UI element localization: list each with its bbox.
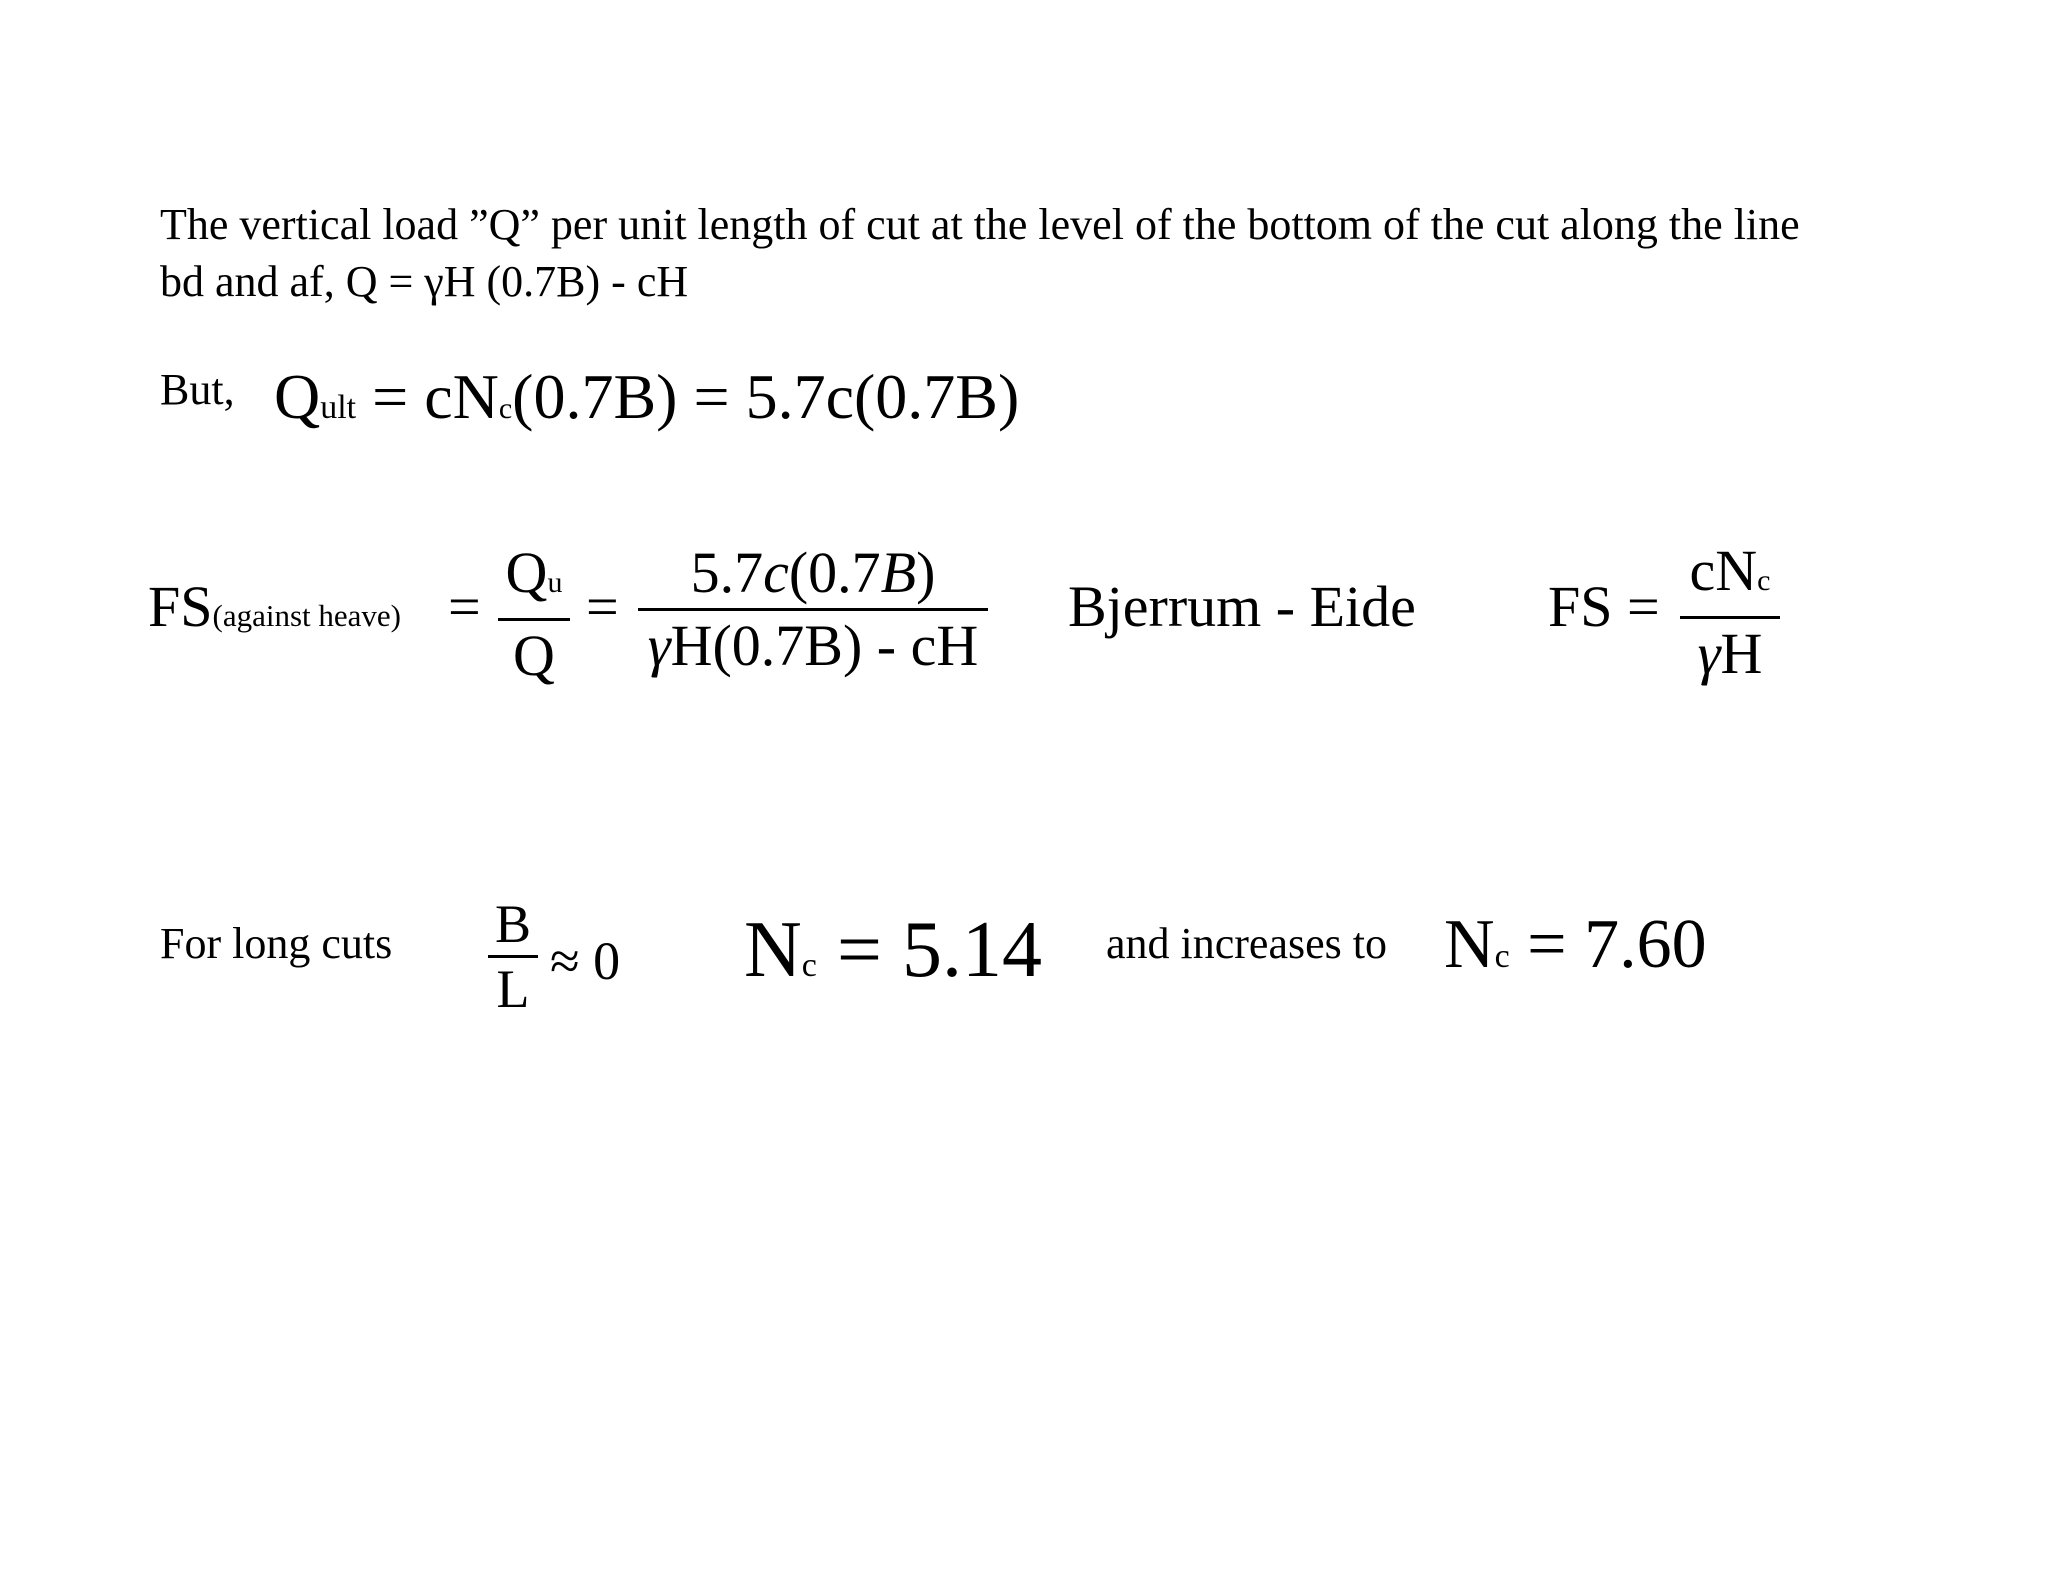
fs-symbol: FS xyxy=(148,574,213,639)
cnc-numerator xyxy=(1680,536,1780,616)
bjerrum-fs-label: FS = xyxy=(1548,574,1660,639)
nc-symbol: N xyxy=(744,906,802,994)
num-close: ) xyxy=(916,540,936,605)
fraction-qu-over-q xyxy=(498,538,570,691)
nc-subscript: c xyxy=(1494,938,1510,975)
fs-against-heave-label xyxy=(148,573,401,640)
nc-value-5-14: = 5.14 xyxy=(816,906,1042,994)
h-symbol: H xyxy=(1720,621,1763,686)
nc-equals-5-14 xyxy=(744,905,1042,996)
num-5-7: 5.7 xyxy=(690,540,764,605)
heave-numerator xyxy=(638,538,988,608)
fs-subscript: (against heave) xyxy=(212,598,401,633)
qu-subscript: u xyxy=(547,566,563,599)
fraction-b-over-l xyxy=(488,893,538,1020)
b-numerator: B xyxy=(494,894,532,954)
q-ult-equation xyxy=(274,360,1019,434)
qu-symbol: Q xyxy=(505,540,548,605)
q-ult-symbol: Q xyxy=(274,361,321,432)
l-denominator: L xyxy=(496,959,530,1019)
fraction-cnc-over-gamma-h xyxy=(1680,536,1780,689)
but-label: But, xyxy=(160,365,235,414)
approx-zero: ≈ 0 xyxy=(550,931,621,991)
q-ult-rhs-b: (0.7B) = 5.7c(0.7B) xyxy=(512,361,1020,432)
den-rest: H(0.7B) - cH xyxy=(670,613,979,678)
heave-denominator xyxy=(638,611,988,681)
intro-line-1: The vertical load ”Q” per unit length of cut at the level of the bottom of the cut along the line xyxy=(160,200,1800,249)
nc-equals-7-60 xyxy=(1444,905,1707,985)
gamma-symbol: γ xyxy=(1697,621,1721,686)
increases-to-text: and increases to xyxy=(1106,919,1387,968)
fraction-heave xyxy=(638,538,988,681)
gamma-symbol: γ xyxy=(647,613,671,678)
gamma-h-denominator xyxy=(1680,619,1780,689)
nc-subscript: c xyxy=(801,947,817,984)
q-ult-subscript: ult xyxy=(320,389,357,426)
num-paren: (0.7 xyxy=(788,540,881,605)
fraction-qu-numerator xyxy=(498,538,570,618)
nc-subscript: c xyxy=(1757,564,1771,597)
q-ult-rhs-a: = cN xyxy=(356,361,499,432)
num-b: B xyxy=(880,540,917,605)
cn-symbol: cN xyxy=(1689,538,1758,603)
bjerrum-eide-label: Bjerrum - Eide xyxy=(1068,574,1416,639)
long-cuts-label: For long cuts xyxy=(160,919,393,968)
equals-sign-2: = xyxy=(586,574,619,639)
num-c: c xyxy=(763,540,789,605)
fraction-q-denominator: Q xyxy=(513,623,555,688)
intro-line-2: bd and af, Q = γH (0.7B) - cH xyxy=(160,257,689,306)
nc-symbol: N xyxy=(1444,906,1495,983)
nc-value-7-60: = 7.60 xyxy=(1509,906,1707,983)
nc-subscript: c xyxy=(498,392,513,425)
intro-paragraph xyxy=(160,196,1800,310)
equals-sign-1: = xyxy=(448,574,481,639)
